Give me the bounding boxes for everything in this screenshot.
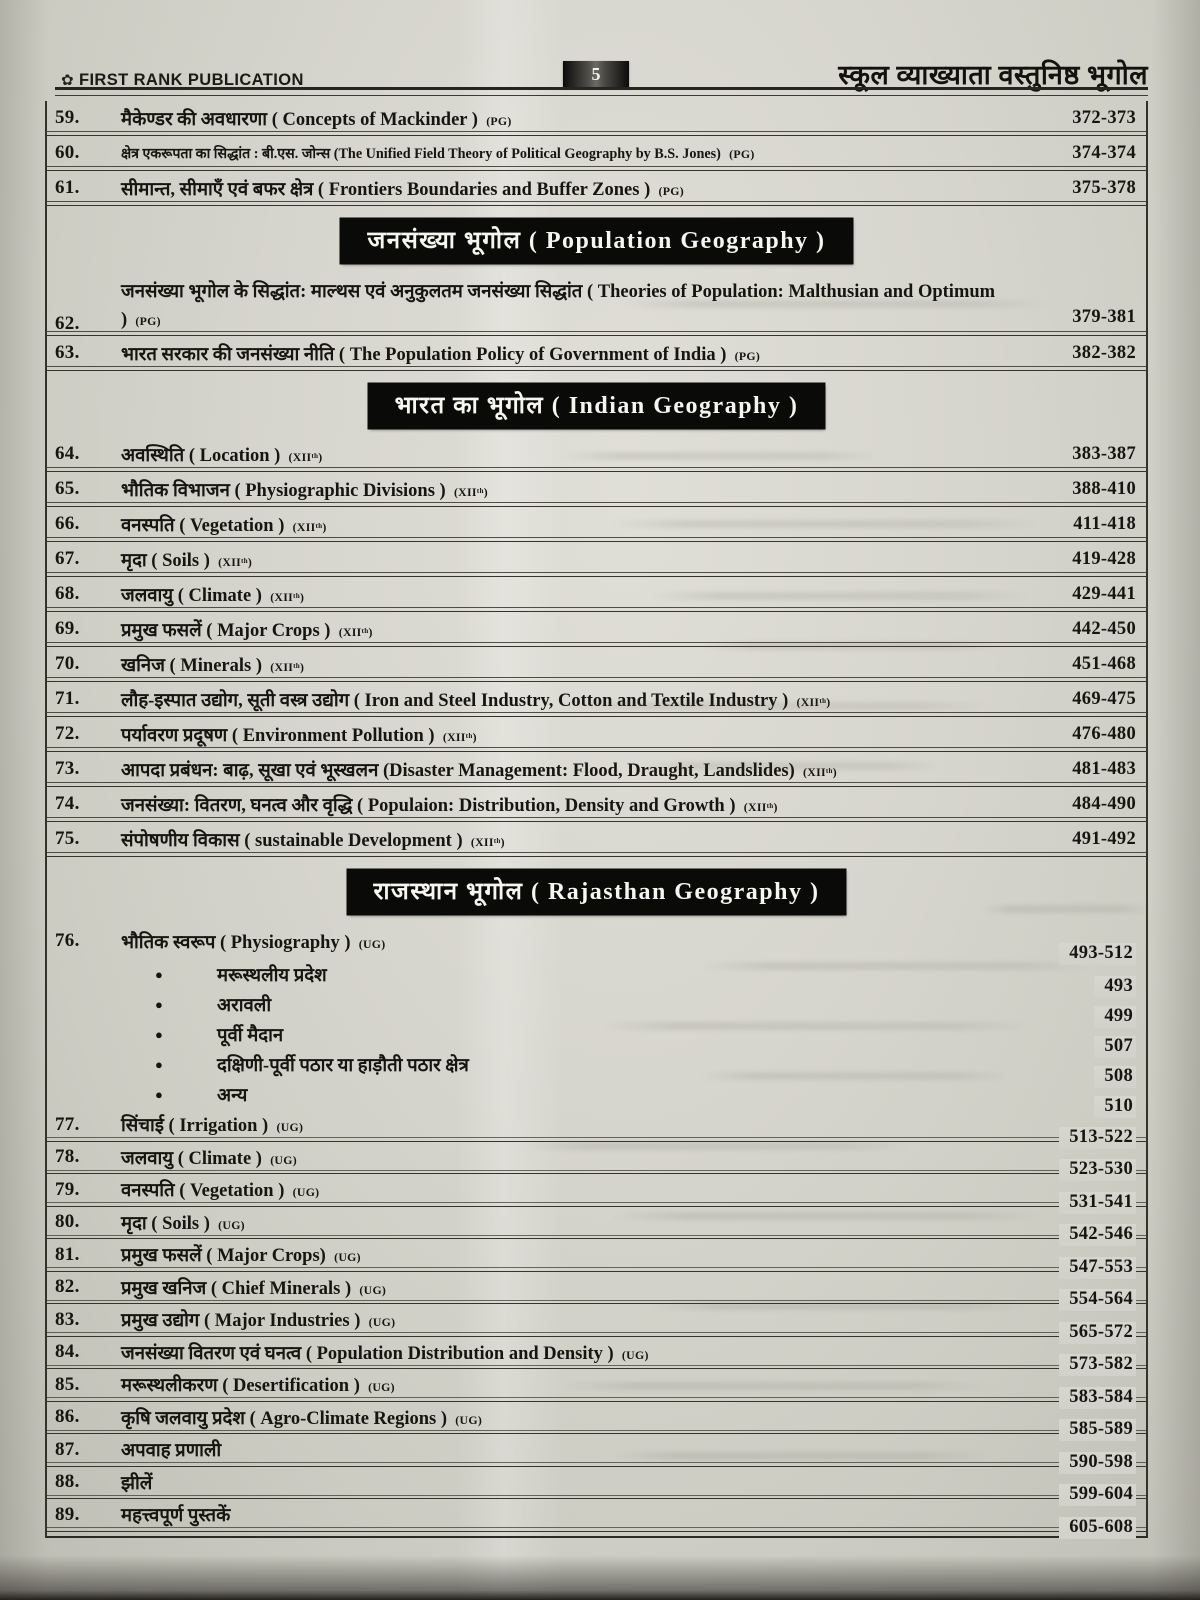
toc-row-number: 68.: [55, 583, 80, 604]
toc-row: [47, 507, 1146, 542]
toc-row-main: [121, 722, 477, 747]
toc-row-main: [217, 962, 332, 987]
toc-row-pages: 419-428: [1072, 548, 1136, 569]
publisher-label: FIRST RANK PUBLICATION: [78, 71, 304, 89]
toc-row-title: अपवाह प्रणाली: [121, 1441, 222, 1462]
toc-row-main: [121, 827, 505, 852]
section-heading: भारत का भूगोल ( Indian Geography ): [369, 384, 825, 428]
toc-row-level-tag: (UG): [266, 1152, 297, 1167]
toc-row: [47, 989, 1146, 1026]
toc-row-number: 66.: [55, 513, 80, 534]
toc-row-pages: 469-475: [1072, 688, 1136, 709]
toc-row-title: पर्यावरण प्रदूषण ( Environment Pollution ): [121, 725, 435, 746]
toc-row-title: महत्त्वपूर्ण पुस्तकें: [121, 1506, 231, 1527]
toc-row-pages: 510: [1094, 1096, 1136, 1118]
toc-row-level-tag: (UG): [364, 1380, 395, 1395]
toc-row-main: [121, 1275, 386, 1300]
toc-row: [47, 1174, 1146, 1212]
toc-row-title: सीमान्त, सीमाएँ एवं बफर क्षेत्र ( Frontiers Boundaries and Buffer Zones ): [121, 179, 651, 200]
toc-row-pages: 388-410: [1072, 478, 1136, 499]
toc-row-title: मृदा ( Soils ): [121, 550, 210, 571]
toc-row-pages: 429-441: [1072, 583, 1136, 604]
toc-row-pages: 383-387: [1072, 443, 1136, 464]
page-header: [55, 0, 1148, 96]
toc-row: [47, 923, 1146, 963]
toc-row-main: [121, 512, 327, 537]
toc-row-pages: 411-418: [1073, 513, 1136, 534]
toc-row-main: [121, 341, 760, 366]
toc-row: [47, 752, 1146, 787]
toc-row: [47, 717, 1146, 752]
toc-row-number: 71.: [55, 688, 80, 709]
toc-row-main: [121, 1242, 361, 1267]
toc-row-level-tag: (XIIᵗʰ): [450, 484, 488, 499]
toc-row-pages: 508: [1094, 1066, 1136, 1088]
toc-row-title: प्रमुख उद्योग ( Major Industries ): [121, 1311, 361, 1332]
bullet-icon: ●: [155, 966, 163, 982]
toc-row-number: 83.: [55, 1308, 80, 1330]
toc-row-level-tag: (UG): [618, 1347, 649, 1362]
toc-row-number: 86.: [55, 1406, 80, 1428]
toc-row: [47, 1434, 1146, 1472]
toc-row-main: [121, 1437, 226, 1462]
toc-row-number: 81.: [55, 1243, 80, 1265]
toc-row-title: पूर्वी मैदान: [217, 1025, 284, 1046]
toc-row-number: 61.: [55, 177, 80, 198]
toc-row-title: खनिज ( Minerals ): [121, 655, 263, 676]
toc-row-pages: 491-492: [1072, 828, 1136, 849]
toc-row-main: [121, 1502, 235, 1527]
toc-row-title: मृदा ( Soils ): [121, 1213, 210, 1234]
toc-row-level-tag: (UG): [452, 1412, 483, 1427]
toc-row-main: [121, 1340, 649, 1365]
toc-row-title: आपदा प्रबंधन: बाढ़, सूखा एवं भूस्खलन (Disaster Management: Flood, Draught, Landslides): [121, 760, 795, 781]
bullet-icon: ●: [155, 1026, 163, 1042]
toc-row-main: [121, 792, 778, 817]
toc-row-pages: 442-450: [1072, 618, 1136, 639]
toc-row-number: 76.: [55, 930, 80, 951]
toc-row: [47, 1467, 1146, 1505]
toc-row-title: भौतिक स्वरूप ( Physiography ): [121, 932, 351, 953]
toc-row: [47, 959, 1146, 996]
toc-row-title: अन्य: [217, 1085, 248, 1106]
toc-row-number: 60.: [55, 142, 80, 163]
toc-row-level-tag: (PG): [132, 314, 161, 329]
toc-row-number: 72.: [55, 723, 80, 744]
toc-row: [47, 1304, 1146, 1342]
toc-row-main: [217, 1052, 474, 1077]
toc-row: [47, 1109, 1146, 1147]
page-number-badge: 5: [563, 61, 629, 88]
toc-row: [47, 171, 1146, 206]
toc-row: [47, 272, 1146, 336]
toc-row-pages: 585-589: [1059, 1419, 1136, 1441]
toc-row-number: 75.: [55, 828, 80, 849]
rosette-icon: ✿: [61, 72, 74, 89]
toc-row-main: [121, 547, 252, 572]
toc-row-pages: 476-480: [1072, 723, 1136, 744]
toc-row-pages: 375-378: [1072, 177, 1136, 198]
toc-row-pages: 493: [1094, 976, 1136, 998]
toc-row-pages: 451-468: [1072, 653, 1136, 674]
toc-row-title: प्रमुख खनिज ( Chief Minerals ): [121, 1278, 352, 1299]
toc-row-title: मरूस्थलीकरण ( Desertification ): [121, 1376, 360, 1397]
toc-row: [47, 1049, 1146, 1086]
toc-row-main: [121, 176, 684, 201]
toc-row-pages: 523-530: [1059, 1159, 1136, 1181]
toc-row-level-tag: (UG): [273, 1120, 304, 1135]
toc-row-main: [121, 652, 304, 677]
toc-row-title: संपोषणीय विकास ( sustainable Development ): [121, 830, 463, 851]
toc-row-title: मरूस्थलीय प्रदेश: [217, 965, 327, 986]
toc-row-level-tag: (XIIᵗʰ): [335, 624, 373, 639]
toc-row-pages: 481-483: [1072, 758, 1136, 779]
toc-row-number: 85.: [55, 1373, 80, 1395]
toc-row: [47, 1369, 1146, 1407]
toc-row-main: [121, 1112, 303, 1137]
toc-row-pages: 499: [1094, 1006, 1136, 1028]
toc-row-pages: 605-608: [1059, 1517, 1136, 1539]
toc-row: [47, 1079, 1146, 1116]
toc-row-number: 74.: [55, 793, 80, 814]
toc-row-level-tag: (UG): [356, 1282, 387, 1297]
toc-row-level-tag: (UG): [289, 1185, 320, 1200]
toc-row-pages: 599-604: [1059, 1484, 1136, 1506]
toc-row: [47, 472, 1146, 507]
toc-row-level-tag: (PG): [725, 146, 755, 161]
toc-row-number: 87.: [55, 1438, 80, 1460]
toc-row-number: 65.: [55, 478, 80, 499]
toc-row-pages: 531-541: [1059, 1192, 1136, 1214]
toc-row-pages: 554-564: [1059, 1289, 1136, 1311]
toc-row-title: अवस्थिति ( Location ): [121, 445, 281, 466]
toc-row-main: [217, 992, 276, 1017]
toc-row-main: [121, 1210, 245, 1235]
toc-row: [47, 542, 1146, 577]
toc-row-number: 77.: [55, 1113, 80, 1135]
toc-row-title: भारत सरकार की जनसंख्या नीति ( The Population Policy of Government of India ): [121, 344, 727, 365]
toc-row-pages: 583-584: [1059, 1387, 1136, 1409]
toc-row-pages: 493-512: [1059, 943, 1136, 965]
section-heading: जनसंख्या भूगोल ( Population Geography ): [341, 219, 851, 263]
toc-row: [47, 577, 1146, 612]
toc-row-number: 79.: [55, 1178, 80, 1200]
toc-row-title: प्रमुख फसलें ( Major Crops ): [121, 620, 331, 641]
toc-row-title: वनस्पति ( Vegetation ): [121, 515, 285, 536]
toc-row-pages: 542-546: [1059, 1224, 1136, 1246]
toc-row-level-tag: (PG): [655, 183, 684, 198]
toc-row-level-tag: (UG): [365, 1315, 396, 1330]
section-heading: राजस्थान भूगोल ( Rajasthan Geography ): [348, 870, 846, 914]
toc-row-pages: 513-522: [1059, 1127, 1136, 1149]
toc-row: [47, 1402, 1146, 1440]
toc-row: [47, 822, 1146, 857]
toc-row-number: 67.: [55, 548, 80, 569]
toc-row-number: 84.: [55, 1341, 80, 1363]
toc-row-level-tag: (UG): [330, 1250, 361, 1265]
toc-row: [47, 101, 1146, 136]
toc-row-title: लौह-इस्पात उद्योग, सूती वस्त्र उद्योग ( Iron and Steel Industry, Cotton and Textile Industry ): [121, 690, 789, 711]
toc-row-title: झीलें: [121, 1473, 153, 1494]
bullet-icon: ●: [155, 1086, 163, 1102]
toc-row: [47, 1337, 1146, 1375]
toc-row-number: 82.: [55, 1276, 80, 1298]
toc-row-main: [121, 1177, 319, 1202]
toc-row-pages: 565-572: [1059, 1322, 1136, 1344]
toc-row-main: [217, 1022, 288, 1047]
toc-row-level-tag: (XIIᵗʰ): [267, 659, 305, 674]
toc-row: [47, 1239, 1146, 1277]
section-heading-row: [47, 219, 1146, 261]
toc-row-title: वनस्पति ( Vegetation ): [121, 1181, 285, 1202]
toc-row-pages: 382-382: [1072, 342, 1136, 363]
toc-row-title: जनसंख्या भूगोल के सिद्धांत: माल्थस एवं अनुकुलतम जनसंख्या सिद्धांत ( Theories of Population: Malthusian and Optimum ): [121, 281, 996, 331]
toc-row-level-tag: (XIIᵗʰ): [799, 764, 838, 779]
toc-row-level-tag: (UG): [355, 936, 386, 951]
toc-row-main: [121, 757, 837, 782]
toc-row-level-tag: (XIIᵗʰ): [214, 554, 253, 569]
toc-row: [47, 787, 1146, 822]
toc-row-number: 70.: [55, 653, 80, 674]
toc-row-title: जलवायु ( Climate ): [121, 1148, 262, 1169]
table-of-contents: [45, 101, 1148, 1538]
book-title: स्कूल व्याख्याता वस्तुनिष्ठ भूगोल: [838, 60, 1148, 90]
toc-row-level-tag: (XIIᵗʰ): [285, 449, 323, 464]
toc-row-number: 69.: [55, 618, 80, 639]
toc-row-title: क्षेत्र एकरूपता का सिद्धांत : बी.एस. जोन्स (The Unified Field Theory of Political Geography by B.S. Jones): [121, 145, 721, 162]
toc-row-title: भौतिक विभाजन ( Physiographic Divisions ): [121, 480, 446, 501]
toc-row-main: [121, 617, 373, 642]
toc-row-title: प्रमुख फसलें ( Major Crops): [121, 1246, 326, 1267]
toc-row-number: 62.: [55, 313, 80, 334]
toc-row-pages: 590-598: [1059, 1452, 1136, 1474]
toc-row-number: 89.: [55, 1503, 80, 1525]
toc-row-level-tag: (XIIᵗʰ): [740, 799, 778, 814]
toc-row-title: अरावली: [217, 995, 272, 1016]
toc-row-level-tag: (XIIᵗʰ): [266, 589, 305, 604]
toc-row-level-tag: (XIIᵗʰ): [793, 694, 831, 709]
toc-row-pages: 374-374: [1072, 142, 1136, 163]
toc-row-number: 80.: [55, 1211, 80, 1233]
toc-row-main: [121, 442, 323, 467]
toc-row-main: [121, 929, 386, 954]
toc-row-title: दक्षिणी-पूर्वी पठार या हाड़ौती पठार क्षेत्र: [217, 1055, 469, 1076]
toc-row-main: [121, 144, 755, 163]
toc-row-number: 88.: [55, 1471, 80, 1493]
toc-row: [47, 612, 1146, 647]
toc-row-main: [121, 1372, 395, 1397]
toc-row-pages: 507: [1094, 1036, 1136, 1058]
toc-row: [47, 647, 1146, 682]
toc-row: [47, 1207, 1146, 1245]
toc-row-level-tag: (XIIᵗʰ): [289, 519, 327, 534]
section-heading-row: [47, 384, 1146, 426]
toc-row: [47, 682, 1146, 717]
toc-row-main: [121, 477, 488, 502]
toc-row-title: जलवायु ( Climate ): [121, 585, 262, 606]
toc-row: [47, 1272, 1146, 1310]
toc-row-level-tag: (XIIᵗʰ): [439, 729, 477, 744]
toc-row-main: [121, 1145, 297, 1170]
toc-row-title: जनसंख्या वितरण एवं घनत्व ( Population Distribution and Density ): [121, 1343, 614, 1364]
toc-row-number: 78.: [55, 1146, 80, 1168]
toc-row-main: [121, 1307, 395, 1332]
toc-row-level-tag: (UG): [214, 1217, 245, 1232]
toc-row-number: 63.: [55, 342, 80, 363]
toc-row-main: [121, 278, 1001, 335]
toc-row-main: [121, 687, 830, 712]
toc-row: [47, 1499, 1146, 1537]
toc-row-level-tag: (XIIᵗʰ): [467, 834, 505, 849]
toc-row-pages: 379-381: [1072, 307, 1136, 327]
toc-row-main: [217, 1082, 252, 1107]
toc-row-title: मैकेण्डर की अवधारणा ( Concepts of Mackinder ): [121, 109, 478, 130]
toc-row-number: 73.: [55, 758, 80, 779]
toc-row: [47, 136, 1146, 171]
toc-row-main: [121, 582, 304, 607]
toc-row-pages: 573-582: [1059, 1354, 1136, 1376]
toc-row-main: [121, 1470, 157, 1495]
toc-row-title: कृषि जलवायु प्रदेश ( Agro-Climate Regions ): [121, 1408, 448, 1429]
toc-row-level-tag: (PG): [731, 348, 761, 363]
toc-row-number: 59.: [55, 107, 80, 128]
toc-row: [47, 1019, 1146, 1056]
toc-row: [47, 336, 1146, 371]
toc-row-title: सिंचाई ( Irrigation ): [121, 1116, 269, 1137]
section-heading-row: [47, 870, 1146, 912]
bullet-icon: ●: [155, 996, 163, 1012]
toc-row-level-tag: (PG): [482, 113, 512, 128]
toc-row-pages: 547-553: [1059, 1257, 1136, 1279]
toc-row-main: [121, 1405, 482, 1430]
toc-row: [47, 1142, 1146, 1180]
toc-row-main: [121, 106, 512, 131]
header-rule: [55, 87, 1148, 96]
toc-row-title: जनसंख्या: वितरण, घनत्व और वृद्धि ( Populaion: Distribution, Density and Growth ): [121, 795, 736, 816]
toc-row-number: 64.: [55, 443, 80, 464]
bullet-icon: ●: [155, 1056, 163, 1072]
toc-row-pages: 372-373: [1072, 107, 1136, 128]
toc-row: [47, 437, 1146, 472]
toc-row-pages: 484-490: [1072, 793, 1136, 814]
